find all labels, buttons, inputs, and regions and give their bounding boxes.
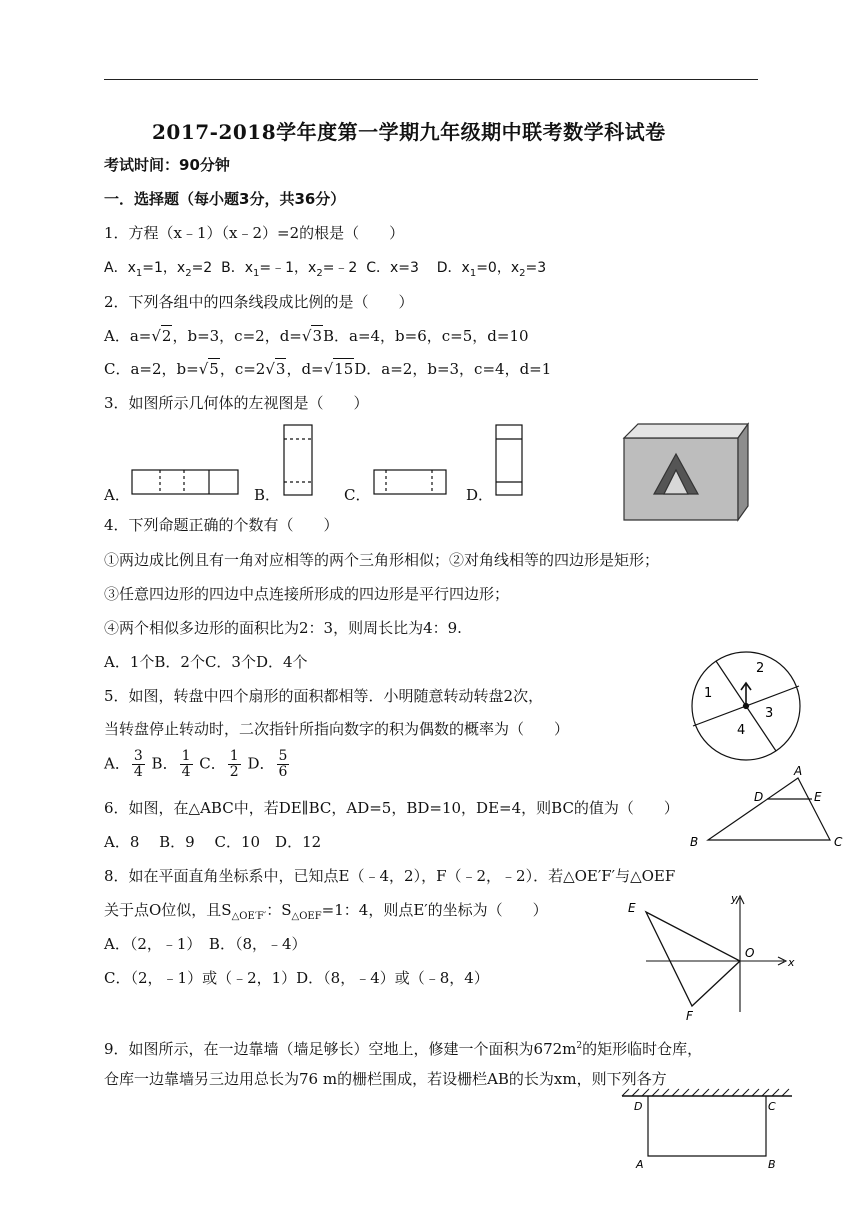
- q6-options: A．8 B．9 C．10 D．12: [104, 833, 322, 851]
- q1-option-c: C．x=3: [366, 260, 419, 276]
- q6-point-a: A: [794, 764, 803, 778]
- q5-option-b-fraction: $\frac{1}{4}$: [181, 748, 191, 780]
- q8-options-ab: A．（2，﹣1） B．（8，﹣4）: [104, 935, 307, 953]
- q5-sector-1: 1: [704, 686, 713, 701]
- q1-option-b: B．$x_1=﹣1$，$x_2=﹣2$: [221, 260, 358, 279]
- q8-stem-1: 8．如在平面直角坐标系中，已知点E（﹣4，2），F（﹣2，﹣2）．若△OE′F′与△OEF: [104, 867, 676, 885]
- q2-options-ab: A．a=√2，b=3，c=2，d=√3B．a=4，b=6，c=5，d=10: [104, 327, 529, 345]
- q8-coordinate-figure: [646, 896, 786, 1012]
- q6-point-b: B: [690, 835, 699, 849]
- q1-option-a: A．$x_1=1$，$x_2=2$: [104, 260, 213, 279]
- q3-option-c-figure: [374, 470, 446, 494]
- q3-solid-figure: [624, 424, 748, 520]
- q8-axis-x: x: [788, 956, 795, 969]
- q3-option-b-figure: [284, 425, 312, 495]
- q6-triangle-figure: [708, 778, 830, 840]
- q3-label-d: D．: [466, 486, 494, 504]
- q9-point-b: B: [768, 1158, 776, 1171]
- q3-label-a: A．: [104, 486, 130, 504]
- q2-option-b: B．a=4，b=6，c=5，d=10: [322, 327, 529, 345]
- q5-stem-1: 5．如图，转盘中四个扇形的面积都相等．小明随意转动转盘2次，: [104, 687, 544, 705]
- q5-option-a-fraction: $\frac{3}{4}$: [133, 748, 143, 780]
- q8-axis-y: y: [731, 892, 738, 905]
- q1-option-d: D．$x_1=0$，$x_2=3$: [436, 260, 547, 279]
- q2-stem: 2．下列各组中的四条线段成比例的是（ ）: [104, 293, 414, 311]
- q5-spinner-figure: [692, 652, 800, 760]
- q8-stem-2: 关于点O位似，且$S_{\triangle OE'F'}$：$S_{\triangle OEF}=1$：4，则点E′的坐标为（ ）: [104, 901, 548, 922]
- q3-option-a-figure: [132, 470, 238, 494]
- exam-time: 考试时间：90分钟: [104, 156, 230, 174]
- q3-label-c: C．: [344, 486, 371, 504]
- q9-point-a: A: [636, 1158, 644, 1171]
- q8-point-e: E: [628, 901, 636, 915]
- q6-point-d: D: [754, 790, 764, 804]
- q9-point-c: C: [768, 1100, 776, 1113]
- q5-sector-3: 3: [765, 706, 774, 721]
- q4-stem: 4．下列命题正确的个数有（ ）: [104, 516, 339, 534]
- q8-options-cd: C．（2，﹣1）或（﹣2，1）D．（8，﹣4）或（﹣8，4）: [104, 969, 489, 987]
- q6-point-c: C: [834, 835, 843, 849]
- q2-options-cd: C．a=2，b=√5，c=2√3，d=√15D．a=2，b=3，c=4，d=1: [104, 360, 552, 378]
- q5-sector-4: 4: [737, 723, 746, 738]
- q9-warehouse-figure: [622, 1089, 792, 1156]
- q6-stem: 6．如图，在△ABC中，若DE∥BC，AD=5，BD=10，DE=4，则BC的值为（ ）: [104, 799, 679, 817]
- q2-option-d: D．a=2，b=3，c=4，d=1: [354, 360, 552, 378]
- q9-line-2: 仓库一边靠墙另三边用总长为76 m的栅栏围成，若设栅栏AB的长为xm，则下列各方: [104, 1070, 667, 1088]
- q5-option-c-fraction: $\frac{1}{2}$: [229, 748, 239, 780]
- section-heading: 一．选择题（每小题3分，共36分）: [104, 190, 346, 208]
- q3-option-d-figure: [496, 425, 522, 495]
- q4-statement-1-2: ①两边成比例且有一角对应相等的两个三角形相似；②对角线相等的四边形是矩形；: [104, 551, 660, 569]
- q1-stem: 1．方程（x﹣1）（x﹣2）=2的根是（ ）: [104, 224, 405, 242]
- q4-statement-4: ④两个相似多边形的面积比为2：3，则周长比为4：9.: [104, 619, 462, 637]
- q8-origin-o: O: [745, 946, 755, 960]
- q6-point-e: E: [814, 790, 822, 804]
- page-title: 2017-2018学年度第一学期九年级期中联考数学科试卷: [152, 120, 666, 144]
- q4-options: A．1个B．2个C．3个D．4个: [104, 653, 308, 671]
- q8-point-f: F: [686, 1009, 693, 1023]
- q4-statement-3: ③任意四边形的四边中点连接所形成的四边形是平行四边形；: [104, 585, 510, 603]
- q5-option-d-fraction: $\frac{5}{6}$: [278, 748, 288, 780]
- q5-stem-2: 当转盘停止转动时，二次指针所指向数字的积为偶数的概率为（ ）: [104, 720, 570, 738]
- q9-point-d: D: [634, 1100, 643, 1113]
- q5-sector-2: 2: [756, 661, 765, 676]
- q3-label-b: B．: [254, 486, 281, 504]
- q3-stem: 3．如图所示几何体的左视图是（ ）: [104, 394, 369, 412]
- q9-line-1: 9．如图所示，在一边靠墙（墙足够长）空地上，修建一个面积为$672m^2$的矩形临时仓库，: [104, 1040, 703, 1058]
- q5-options: A． $\frac{3}{4}$ B． $\frac{1}{4}$ C． $\frac{1}{2}$ D． $\frac{5}{6}$: [104, 748, 288, 780]
